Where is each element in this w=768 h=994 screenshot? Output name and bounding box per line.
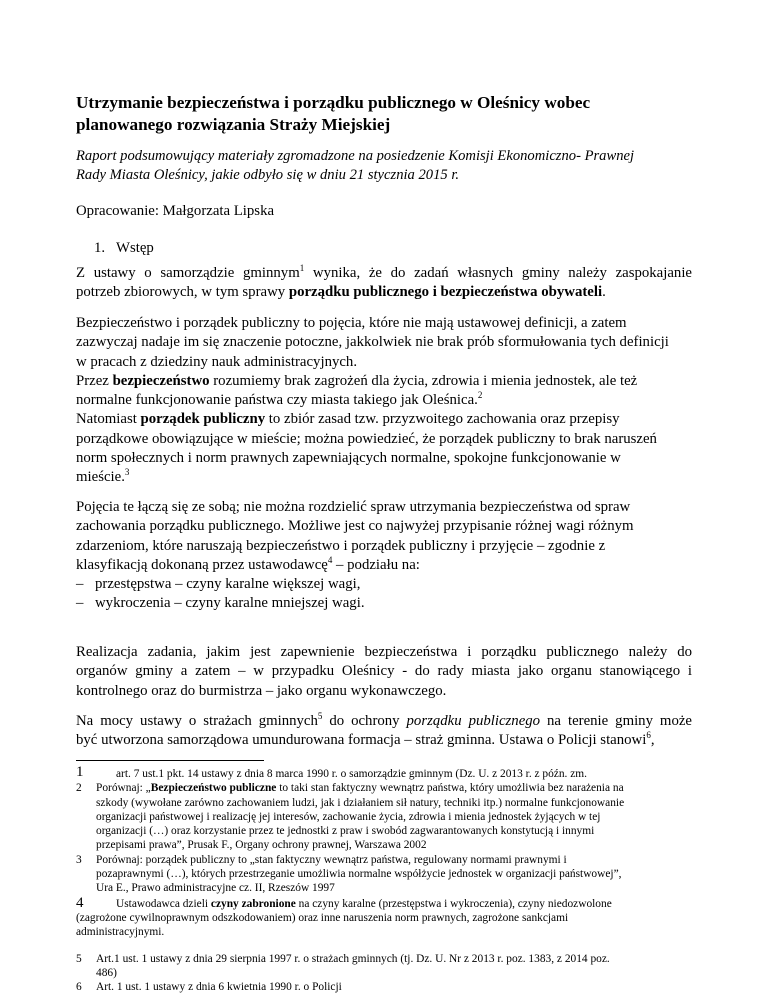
list-item: – przestępstwa – czyny karalne większej wagi, (76, 576, 361, 593)
document-title: Utrzymanie bezpieczeństwa i porządku publicznego w Oleśnicy wobec planowanego rozwiązania Straży Miejskiej (76, 93, 591, 134)
footnote-6: 6 Art. 1 ust. 1 ustawy z dnia 6 kwietnia 1990 r. o Policji (76, 981, 342, 994)
footnotes (76, 760, 706, 994)
footnote-ref-4: 4 (327, 554, 333, 565)
paragraph-2: Bezpieczeństwo i porządek publiczny to pojęcia, które nie mają ustawowej definicji, a zatem zazwyczaj nadaje im się znaczenie potoczne, jakkolwiek nie brak prób sformułowania tych definicji w pracach z dziedziny nauk administracyjnych. Przez bezpieczeństwo rozumiemy brak zagrożeń dla życia, zdrowia i mienia jednostek, ale też normalne funkcjonowanie państwa czy miasta takiego jak Oleśnica.$^2$ Natomiast porządek publiczny to zbiór zasad tzw. przyzwoitego zachowania oraz przepisy porządkowe obowiązujące w mieście; można powiedzieć, że porządek publiczny to brak naruszeń norm społecznych i norm prawnych zapewniających normalne, spokojne funkcjonowanie w mieście.$^3$ (76, 315, 669, 486)
footnote-ref-2: 2 (477, 390, 483, 401)
footnote-1: 1 art. 7 ust.1 pkt. 14 ustawy z dnia 8 marca 1990 r. o samorządzie gminnym (Dz. U. z 2013 r. z późn. zm. (76, 764, 588, 780)
document-subtitle: Raport podsumowujący materiały zgromadzone na posiedzenie Komisji Ekonomiczno- Prawnej Rady Miasta Oleśnicy, jakie odbyło się w dniu 21 stycznia 2015 r. (76, 148, 635, 183)
section-heading (94, 240, 154, 257)
footnote-2: 2 Porównaj: „Bezpieczeństwo publiczne to taki stan faktyczny wewnątrz państwa, który umożliwia bez narażenia na szkody (wywołane zarówno zachowaniem ludzi, jak i działaniem sił natury, techniki itp.) normalne funkcjonowanie organizacji państwowej i realizację jej interesów, zachowanie życia, zdrowia i mienia jednostek żyjących w tej organizacji (…) oraz korzystanie przez te jednostki z praw i swobód zagwarantowanych konstytucją i innymi przepisami prawa”, Prusak F., Organy ochrony prawnej, Warszawa 2002 (76, 782, 625, 852)
footnote-3: 3 Porównaj: porządek publiczny to „stan faktyczny wewnątrz państwa, regulowany normami prawnymi i pozaprawnymi (…), których przestrzeganie umożliwia normalne współżycie jednostek w organizacji państwowej”, Ura E., Prawo administracyjne cz. II, Rzeszów 1997 (76, 853, 622, 895)
paragraph-4: Realizacja zadania, jakim jest zapewnienie bezpieczeństwa i porządku publicznego należy do organów gminy a zatem – w przypadku Oleśnicy - do rady miasta jako organu stanowiącego i kontrolnego oraz do burmistrza – jako organu wykonawczego. (76, 644, 692, 699)
paragraph-3: Pojęcia te łączą się ze sobą; nie można rozdzielić spraw utrzymania bezpieczeństwa od spraw zachowania porządku publicznego. Możliwe jest co najwyżej przypisanie różnej wagi różnym zdarzeniom, które naruszają bezpieczeństwo i porządek publiczny i przyjęcie – zgodnie z klasyfikacją dokonaną przez ustawodawcę$^4$ – podziału na: – przestępstwa – czyny karalne większej wagi, – wykroczenia – czyny karalne mniejszej wagi. (76, 498, 692, 614)
footnote-4: 4 Ustawodawca dzieli czyny zabronione na czyny karalne (przestępstwa i wykroczenia), czyny niedozwolone (zagrożone cywilnoprawnym odszkodowaniem) oraz inne naruszenia norm prawnych, zagrożone sankcjami administracyjnymi. (76, 894, 612, 939)
footnote-5: 5 Art.1 ust. 1 ustawy z dnia 29 sierpnia 1997 r. o strażach gminnych (tj. Dz. U. Nr z 2013 r. poz. 1383, z 2014 poz. 486) (76, 952, 610, 979)
section-number: 1. (94, 240, 106, 256)
footnote-ref-1: 1 (299, 263, 305, 274)
author-line: Opracowanie: Małgorzata Lipska (76, 203, 275, 219)
list-item: – wykroczenia – czyny karalne mniejszej wagi. (76, 595, 365, 612)
paragraph-5: Na mocy ustawy o strażach gminnych$^5$ do ochrony porządku publicznego na terenie gminy może być utworzona samorządowa umundurowana formacja – straż gminna. Ustawa o Policji stanowi$^6$, (76, 711, 692, 749)
footnote-separator (76, 760, 264, 761)
footnote-ref-6: 6 (646, 730, 651, 741)
paragraph-1: Z ustawy o samorządzie gminnym$^1$ wynika, że do zadań własnych gminy należy zaspokajanie potrzeb zbiorowych, w tym sprawy porządku publicznego i bezpieczeństwa obywateli. (76, 263, 692, 301)
footnote-ref-3: 3 (124, 467, 130, 478)
footnote-ref-5: 5 (317, 711, 323, 722)
section-title: Wstęp (116, 240, 154, 256)
